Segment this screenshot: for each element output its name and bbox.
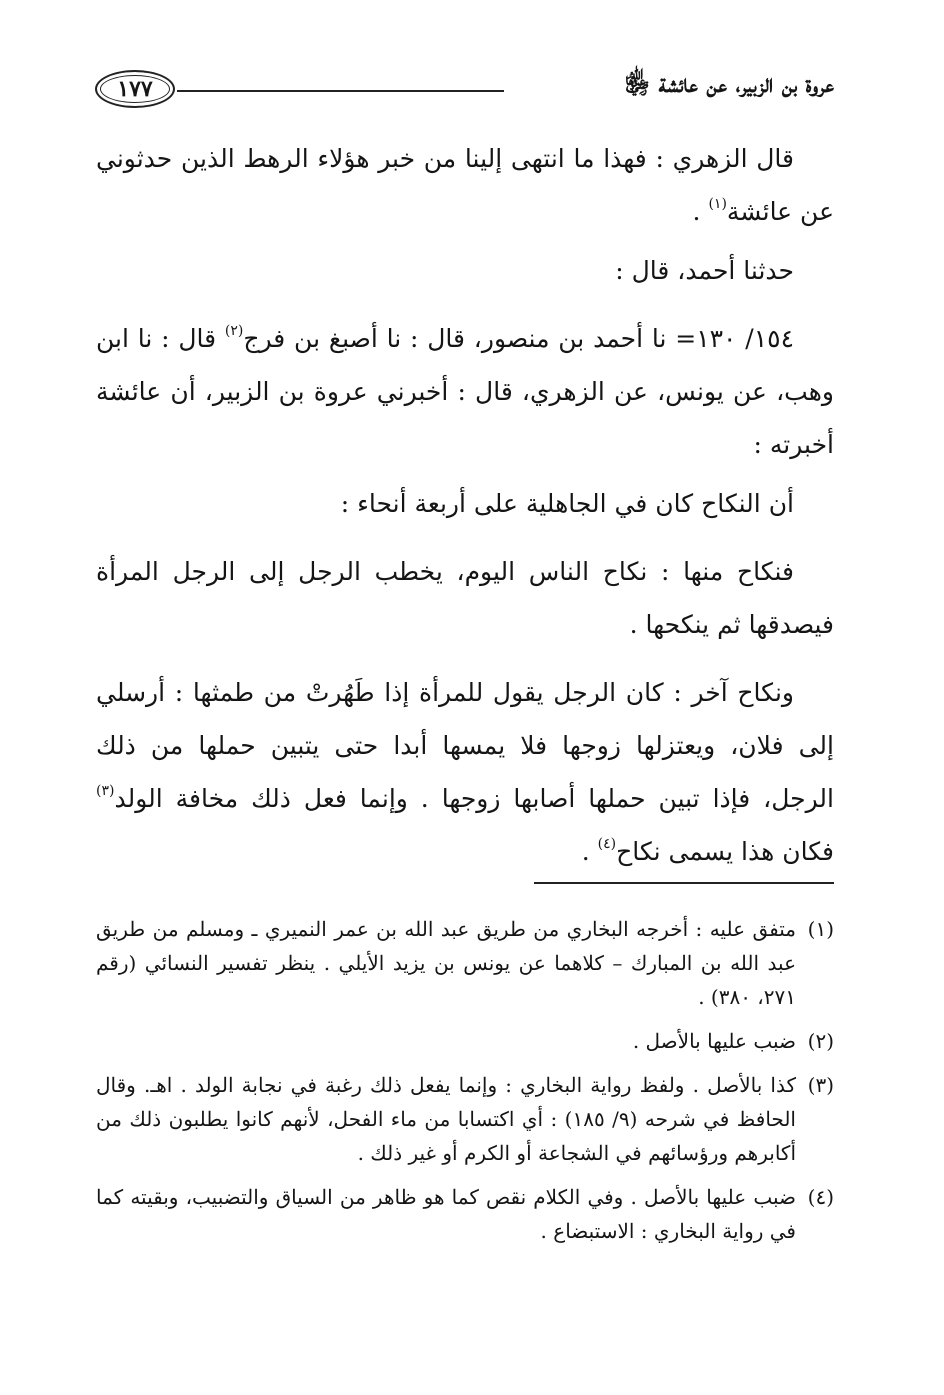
footnote-ref-1: (١) [708,196,727,212]
footnote-number: (٤) [807,1185,834,1209]
footnote-2 [96,1024,834,1058]
footnotes [96,912,834,1258]
paragraph-1 [96,132,834,238]
paragraph-text: حدثنا أحمد، قال : [615,256,794,285]
paragraph-text: فكان هذا يسمى نكاح [616,837,834,866]
paragraph-6 [96,666,834,878]
page-number: ١٧٧ [95,70,175,108]
running-title: عروة بن الزبير، عن عائشة ﵂ [624,69,834,98]
footnote-number: (٣) [807,1073,834,1097]
main-text [96,132,834,893]
paragraph-4 [96,477,834,530]
footnote-text: كذا بالأصل . ولفظ رواية البخاري : وإنما يفعل ذلك رغبة في نجابة الولد . اهـ. وقال الحافظ في شرحه (٩/ ١٨٥) : أي اكتسابا من ماء الفحل، لأنهم كانوا يطلبون ذلك من أكابرهم ورؤسائهم في الشجاعة أو الكرم أو غير ذلك . [96,1073,796,1165]
paragraph-text: فنكاح منها : نكاح الناس اليوم، يخطب الرجل إلى الرجل المرأة فيصدقها ثم ينكحها . [96,557,834,639]
paragraph-text: قال الزهري : فهذا ما انتهى إلينا من خبر هؤلاء الرهط الذين حدثوني عن عائشة [96,144,834,226]
paragraph-end: . [581,837,598,866]
footnote-ref-4: (٤) [597,836,617,852]
footnote-text: ضبب عليها بالأصل . وفي الكلام نقص كما هو ظاهر من السياق والتضبيب، وبقيته كما في رواية البخاري : الاستبضاع . [96,1185,796,1243]
paragraph-3-isnad [96,312,834,471]
footnote-number: (٢) [807,1029,834,1053]
header-rule [177,90,504,92]
footnote-number: (١) [807,917,834,941]
paragraph-text: ونكاح آخر : كان الرجل يقول للمرأة إذا طَهُرتْ من طمثها : أرسلي إلى فلان، ويعتزلها زوجها فلا يمسها أبدا حتى يتبين حملها من ذلك الرجل، فإذا تبين حملها أصابها زوجها . وإنما فعل ذلك مخافة الولد [96,678,834,813]
paragraph-text: أن النكاح كان في الجاهلية على أربعة أنحاء : [340,489,794,518]
paragraph-2 [96,244,834,297]
page-header [95,64,834,110]
footnote-separator [534,882,834,884]
paragraph-5 [96,545,834,651]
paragraph-end: . [692,197,709,226]
paragraph-text: قال : نا ابن وهب، عن يونس، عن الزهري، قال : أخبرني عروة بن الزبير، أن عائشة أخبرته : [96,324,834,459]
footnote-1 [96,912,834,1014]
footnote-text: ضبب عليها بالأصل . [632,1029,796,1053]
footnote-4 [96,1180,834,1248]
footnote-ref-2: (٢) [224,323,244,339]
paragraph-text: ١٥٤/ ١٣٠= نا أحمد بن منصور، قال : نا أصبغ بن فرج [243,324,795,353]
footnote-ref-3: (٣) [96,783,115,799]
footnote-text: متفق عليه : أخرجه البخاري من طريق عبد الله بن عمر النميري ـ ومسلم من طريق عبد الله بن المبارك – كلاهما عن يونس بن يزيد الأيلي . ينظر تفسير النسائي (رقم ٢٧١، ٣٨٠) . [96,917,796,1009]
footnote-3 [96,1068,834,1170]
